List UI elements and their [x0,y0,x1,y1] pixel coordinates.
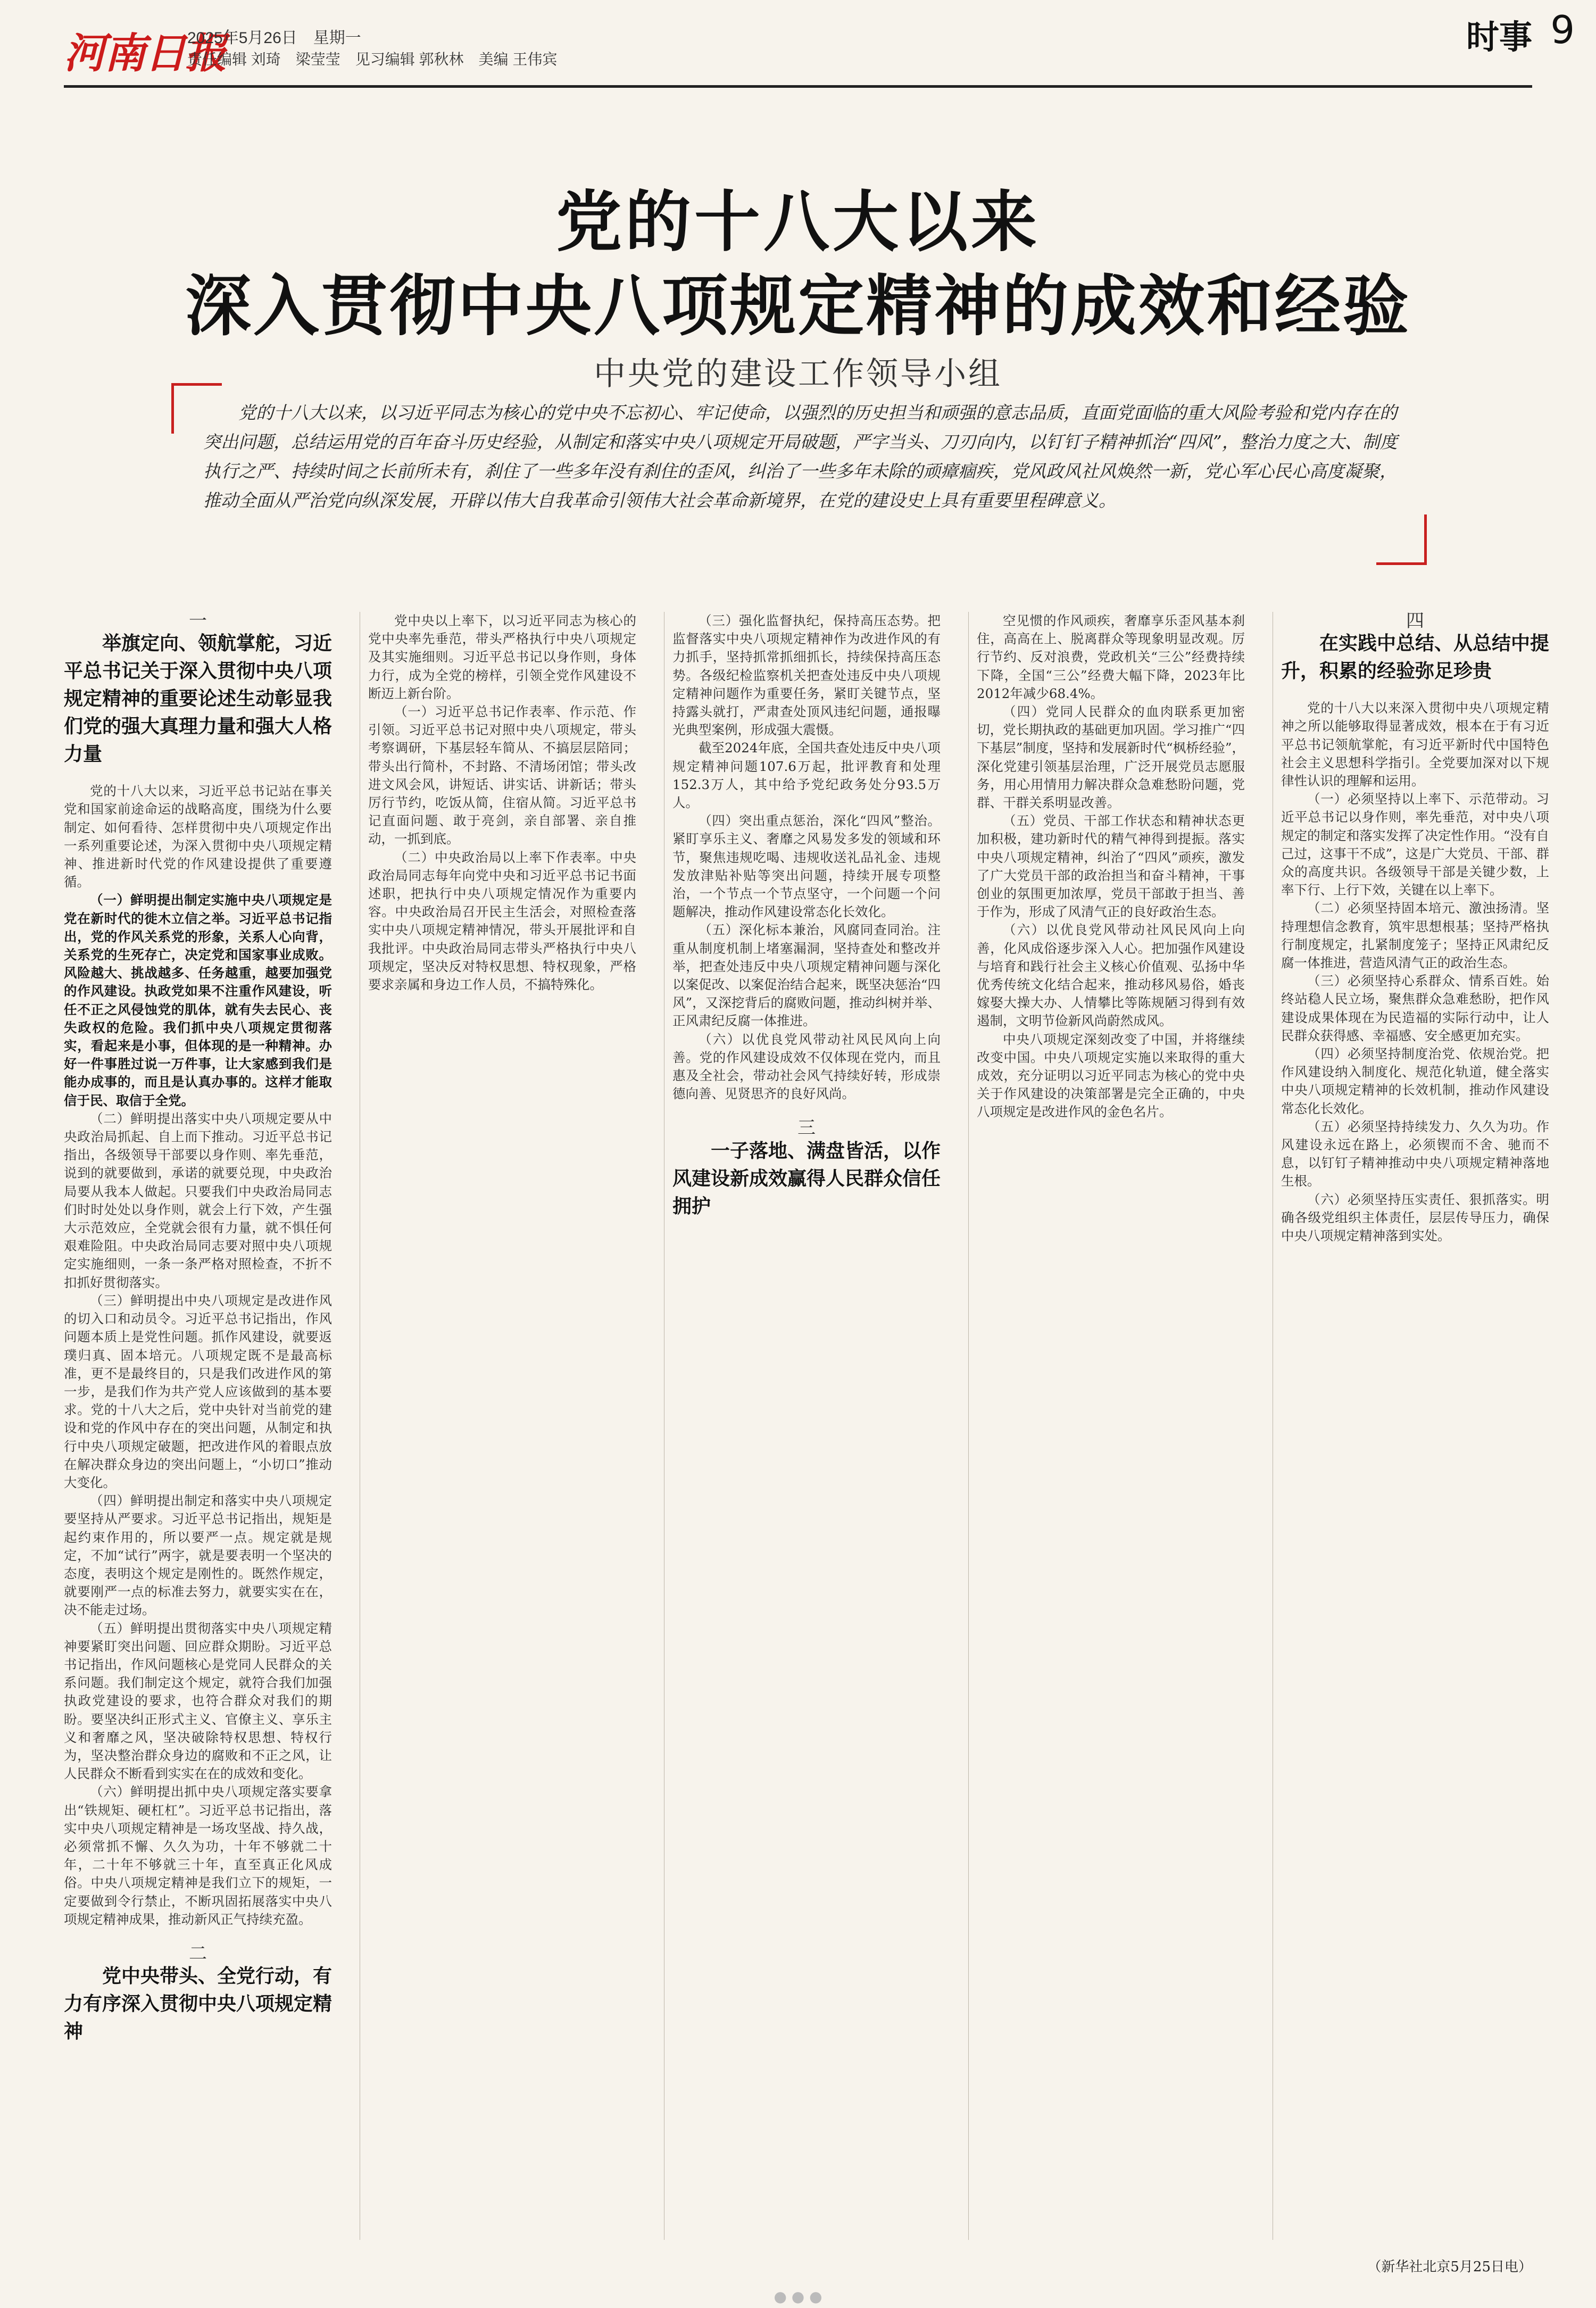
body-paragraph: （三）强化监督执纪，保持高压态势。把监督落实中央八项规定精神作为改进作风的有力抓手，坚持抓常抓细抓长，持续保持高压态势。各级纪检监察机关把查处违反中央八项规定精神问题作为重要任务，紧盯关键节点，坚持露头就打，严肃查处顶风违纪问题，通报曝光典型案例，形成强大震慑。 [672,613,941,738]
body-paragraph: （五）鲜明提出贯彻落实中央八项规定精神要紧盯突出问题、回应群众期盼。习近平总书记指出，作风问题核心是党同人民群众的关系问题。我们制定这个规定，就符合我们加强执政党建设的要求，也符合群众对我们的期盼。要坚决纠正形式主义、官僚主义、享乐主义和奢靡之风，坚决破除特权思想、特权行为，坚决整治群众身边的腐败和不正之风，让人民群众不断看到实实在在的成效和变化。 [64,1620,332,1782]
body-paragraph: （四）鲜明提出制定和落实中央八项规定要坚持从严要求。习近平总书记指出，规矩是起约束作用的，所以要严一点。规定就是规定，不加“试行”两字，就是要表明一个坚决的态度，表明这个规定是刚性的。既然作规定，就要刚严一点的标准去努力，就要实实在在，决不能走过场。 [64,1493,332,1618]
section-number: 一 [189,612,207,632]
body-paragraph: （五）必须坚持持续发力、久久为功。作风建设永远在路上，必须锲而不舍、驰而不息，以钉钉子精神推动中央八项规定精神落地生根。 [1281,1118,1549,1189]
body-paragraph: （五）党员、干部工作状态和精神状态更加积极，建功新时代的精气神得到提振。落实中央八项规定精神，纠治了“四风”顽疾，激发了广大党员干部的政治担当和奋斗精神，干事创业的氛围更加浓厚，党员干部敢于担当、善于作为，形成了风清气正的良好政治生态。 [977,813,1245,920]
section-title: 党中央带头、全党行动，有力有序深入贯彻中央八项规定精神 [64,1965,332,2043]
newspaper-logo: 河南日报 [64,29,226,78]
body-paragraph: （一）习近平总书记作表率、作示范、作引领。习近平总书记对照中央八项规定，带头考察调研，下基层轻车简从、不搞层层陪同；带头出行简朴，不封路、不清场闭馆；带头改进文风会风，讲短话、讲实话、讲新话；带头厉行节约，吃饭从简，住宿从简。习近平总书记直面问题、敢于亮剑，亲自部署、亲自推动，一抓到底。 [368,704,636,847]
section-title: 举旗定向、领航掌舵，习近平总书记关于深入贯彻中央八项规定精神的重要论述生动彰显我们党的强大真理力量和强大人格力量 [64,633,332,766]
body-paragraph: （二）鲜明提出落实中央八项规定要从中央政治局抓起、自上而下推动。习近平总书记指出，各级领导干部要以身作则、率先垂范，说到的就要做到，承诺的就要兑现，中央政治局要从我本人做起。只要我们中央政治局同志们时时处处以身作则，就会上行下效，产生强大示范效应，全党就会很有力量，就不惧任何艰难险阻。中央政治局同志要对照中央八项规定实施细则，一条一条严格对照检查，不折不扣抓好贯彻落实。 [64,1110,332,1290]
column-1 [64,612,332,2240]
body-paragraph: 党的十八大以来，习近平总书记站在事关党和国家前途命运的战略高度，围绕为什么要制定、如何看待、怎样贯彻中央八项规定作出一系列重要论述，为深入贯彻中央八项规定精神、推进新时代党的作风建设提供了重要遵循。 [64,783,332,890]
body-paragraph: （四）必须坚持制度治党、依规治党。把作风建设纳入制度化、规范化轨道，健全落实中央八项规定精神的长效机制，推动作风建设常态化长效化。 [1281,1046,1549,1116]
section-number: 三 [797,1117,816,1139]
section-number: 二 [189,1943,207,1964]
body-paragraph: （二）必须坚持固本培元、激浊扬清。坚持理想信念教育，筑牢思想根基；坚持严格执行制度规定，扎紧制度笼子；坚持正风肃纪反腐一体推进，营造风清气正的政治生态。 [1281,900,1549,971]
masthead [64,20,1532,84]
body-paragraph: （六）必须坚持压实责任、狠抓落实。明确各级党组织主体责任，层层传导压力，确保中央八项规定精神落到实处。 [1281,1191,1549,1244]
lead-corner-bottom-right [1376,514,1427,565]
body-paragraph: 中央八项规定深刻改变了中国，并将继续改变中国。中央八项规定实施以来取得的重大成效，充分证明以习近平同志为核心的党中央关于作风建设的决策部署是完全正确的，中央八项规定是改进作风的金色名片。 [977,1031,1245,1120]
body-paragraph: （二）中央政治局以上率下作表率。中央政治局同志每年向党中央和习近平总书记书面述职，把执行中央八项规定情况作为重要内容。中央政治局召开民主生活会，对照检查落实中央八项规定精神情况，带头开展批评和自我批评。中央政治局同志带头严格执行中央八项规定，坚决反对特权思想、特权现象，严格要求亲属和身边工作人员，不搞特殊化。 [368,849,636,993]
body-paragraph: （一）鲜明提出制定实施中央八项规定是党在新时代的徙木立信之举。习近平总书记指出，党的作风关系党的形象，关系人心向背，关系党的生死存亡，决定党和国家事业成败。风险越大、挑战越多、任务越重，越要加强党的作风建设。执政党如果不注重作风建设，听任不正之风侵蚀党的肌体，就有失去民心、丧失政权的危险。我们抓中央八项规定贯彻落实，看起来是小事，但体现的是一种精神。办好一件事胜过说一万件事，让大家感到我们是能办成事的，而且是认真办事的。这样才能取信于民、取信于全党。 [64,892,332,1108]
body-paragraph: 党的十八大以来深入贯彻中央八项规定精神之所以能够取得显著成效，根本在于有习近平总书记领航掌舵，有习近平新时代中国特色社会主义思想科学指引。全党要加深对以下规律性认识的理解和运用。 [1281,700,1549,789]
body-paragraph: （六）以优良党风带动社风民风向上向善。党的作风建设成效不仅体现在党内，而且惠及全社会，带动社会风气持续好转，形成崇德向善、见贤思齐的良好风尚。 [672,1031,941,1102]
lead-box [171,383,1427,565]
section-number: 四 [1406,612,1424,632]
body-paragraph: （一）必须坚持以上率下、示范带动。习近平总书记以身作则，率先垂范，对中央八项规定的制定和落实发挥了决定性作用。“没有自己过，这事干不成”，这是广大党员、干部、群众的高度共识。各级领导干部是关键少数，上率下行、上行下效，关键在以上率下。 [1281,791,1549,898]
section-title: 在实践中总结、从总结中提升，积累的经验弥足珍贵 [1281,633,1549,683]
body-paragraph: （六）以优良党风带动社风民风向上向善，化风成俗逐步深入人心。把加强作风建设与培育和践行社会主义核心价值观、弘扬中华优秀传统文化结合起来，推动移风易俗，婚丧嫁娶大操大办、人情攀比等陈规陋习得到有效遏制，文明节俭新风尚蔚然成风。 [977,922,1245,1029]
body-paragraph: 空见惯的作风顽疾，奢靡享乐歪风基本刹住，高高在上、脱离群众等现象明显改观。厉行节约、反对浪费，党政机关“三公”经费持续下降，全国“三公”经费大幅下降，2023年比2012年减少68.4%。 [977,613,1245,701]
page-indicator-dots: ● ● ● [774,2288,822,2305]
column-divider [968,612,969,2240]
body-paragraph: 截至2024年底，全国共查处违反中央八项规定精神问题107.6万起，批评教育和处理152.3万人，其中给予党纪政务处分93.5万人。 [672,740,941,811]
column-5 [1281,612,1549,2229]
body-paragraph: （三）鲜明提出中央八项规定是改进作风的切入口和动员令。习近平总书记指出，作风问题本质上是党性问题。抓作风建设，就要返璞归真、固本培元。八项规定既不是最高标准，更不是最终目的，只是我们改进作风的第一步，是我们作为共产党人应该做到的基本要求。党的十八大之后，党中央针对当前党的建设和党的作风中存在的突出问题，从制定和执行中央八项规定破题，把改进作风的着眼点放在解决群众身边的突出问题上，“小切口”推动大变化。 [64,1292,332,1490]
editor-credits: 责任编辑 刘琦 梁莹莹 见习编辑 郭秋林 美编 王伟宾 [187,51,558,68]
news-agency-credit: （新华社北京5月25日电） [1367,2259,1532,2275]
body-paragraph: （三）必须坚持心系群众、情系百姓。始终站稳人民立场，聚焦群众急难愁盼，把作风建设成果体现在为民造福的实际行动中，让人民群众获得感、幸福感、安全感更加充实。 [1281,973,1549,1043]
section-name: 时事 [1466,18,1532,56]
section-title: 一子落地、满盘皆活，以作风建设新成效赢得人民群众信任拥护 [672,1140,941,1217]
header-divider [64,85,1532,88]
lead-paragraph: 党的十八大以来，以习近平同志为核心的党中央不忘初心、牢记使命，以强烈的历史担当和顽强的意志品质，直面党面临的重大风险考验和党内存在的突出问题，总结运用党的百年奋斗历史经验，从制定和落实中央八项规定开局破题，严字当头、刀刃向内，以钉钉子精神抓治“四风”，整治力度之大、制度执行之严、持续时间之长前所未有，刹住了一些多年没有刹住的歪风，纠治了一些多年未除的顽瘴痼疾，党风政风社风焕然一新，党心军心民心高度凝聚，推动全面从严治党向纵深发展，开辟以伟大自我革命引领伟大社会革命新境界，在党的建设史上具有重要里程碑意义。 [203,402,1398,511]
body-paragraph: （五）深化标本兼治，风腐同查同治。注重从制度机制上堵塞漏洞，坚持查处和整改并举，把查处违反中央八项规定精神问题与深化以案促改、以案促治结合起来，既坚决惩治“四风”，又深挖背后的腐败问题，推动纠树并举、正风肃纪反腐一体推进。 [672,922,941,1029]
body-paragraph: （四）突出重点惩治，深化“四风”整治。紧盯享乐主义、奢靡之风易发多发的领域和环节，聚焦违规吃喝、违规收送礼品礼金、违规发放津贴补贴等突出问题，持续开展专项整治，一个节点一个节点坚守，一个问题一个问题解决，推动作风建设常态化长效化。 [672,813,941,920]
column-3 [672,612,941,2240]
headline-line-2: 深入贯彻中央八项规定精神的成效和经验 [185,268,1411,345]
issue-date: 2025年5月26日 星期一 [187,29,361,47]
column-4 [977,612,1245,2240]
body-paragraph: （六）鲜明提出抓中央八项规定落实要拿出“铁规矩、硬杠杠”。习近平总书记指出，落实中央八项规定精神是一场攻坚战、持久战，必须常抓不懈、久久为功，十年不够就二十年，二十年不够就三十年，直至真正化风成俗。中央八项规定精神是我们立下的规矩，一定要做到令行禁止，不断巩固拓展落实中央八项规定精神成果，推动新风正气持续充盈。 [64,1784,332,1927]
byline: 中央党的建设工作领导小组 [594,355,1002,393]
body-paragraph: 党中央以上率下，以习近平同志为核心的党中央率先垂范，带头严格执行中央八项规定及其实施细则。习近平总书记以身作则，身体力行，成为全党的榜样，引领全党作风建设不断迈上新台阶。 [368,613,636,701]
body-paragraph: （四）党同人民群众的血肉联系更加密切，党长期执政的基础更加巩固。学习推广“四下基层”制度，坚持和发展新时代“枫桥经验”，深化党建引领基层治理，广泛开展党员志愿服务，用心用情用力解决群众急难愁盼问题，党群、干群关系明显改善。 [977,704,1245,811]
headline-line-1: 党的十八大以来 [555,184,1040,261]
column-2 [368,612,636,2240]
page-number: 9 [1550,7,1575,52]
